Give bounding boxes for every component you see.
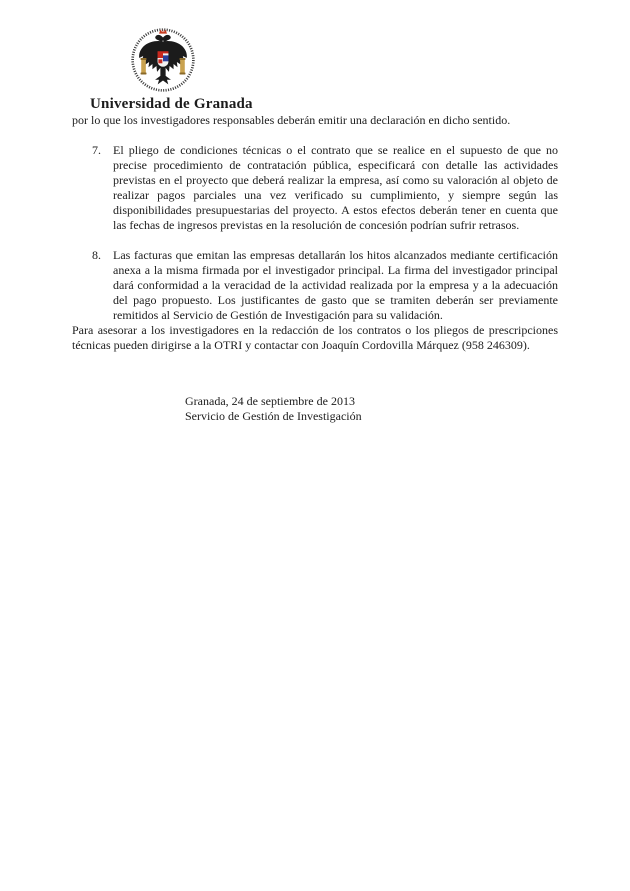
paragraph-contact: Para asesorar a los investigadores en la redacción de los contratos o los pliegos de prescripciones técnicas pueden dirigirse a la OTRI y contactar con Joaquín Cordovilla Márquez (958 246309). bbox=[72, 323, 558, 352]
list-item-7 bbox=[92, 143, 558, 233]
list-number-8: 8. bbox=[92, 248, 101, 262]
signature-place-date: Granada, 24 de septiembre de 2013 bbox=[185, 394, 355, 408]
right-pillar-shape bbox=[180, 58, 186, 75]
university-seal-graphic bbox=[130, 27, 196, 93]
letterhead bbox=[0, 0, 630, 113]
list-number-7: 7. bbox=[92, 143, 101, 157]
paragraph-continuation: por lo que los investigadores responsables deberán emitir una declaración en dicho sentido. bbox=[72, 113, 511, 127]
list-text-8: Las facturas que emitan las empresas detallarán los hitos alcanzados mediante certificación anexa a la misma firmada por el investigador principal. La firma del investigador principal dará conformidad a la veracidad de la actividad realizada por la empresa y a la adecuación del pago propuesto. Los justificantes de gasto que se tramiten deberán ser previamente remitidos al Servicio de Gestión de Investigación para su validación. bbox=[113, 248, 558, 322]
list-text-7: El pliego de condiciones técnicas o el contrato que se realice en el supuesto de que no precise procedimiento de contratación pública, especificará con detalle las actividades previstas en el proyecto que deberá realizar la empresa, así como su valoración al objeto de realizar pagos parciales una vez verificado su cumplimiento, y siempre según las disponibilidades presupuestarias del proyecto. A estos efectos deberán tener en cuenta que las fechas de ingresos previstas en la resolución de concesión podrían sufrir retrasos. bbox=[113, 143, 558, 232]
signature-block bbox=[185, 394, 558, 424]
list-item-8 bbox=[92, 248, 558, 323]
university-crest-icon bbox=[130, 27, 196, 93]
letter-body bbox=[72, 113, 558, 424]
shield-shape bbox=[157, 51, 169, 67]
left-pillar-shape bbox=[141, 58, 147, 75]
signature-department: Servicio de Gestión de Investigación bbox=[185, 409, 362, 423]
university-name: Universidad de Granada bbox=[90, 96, 253, 112]
